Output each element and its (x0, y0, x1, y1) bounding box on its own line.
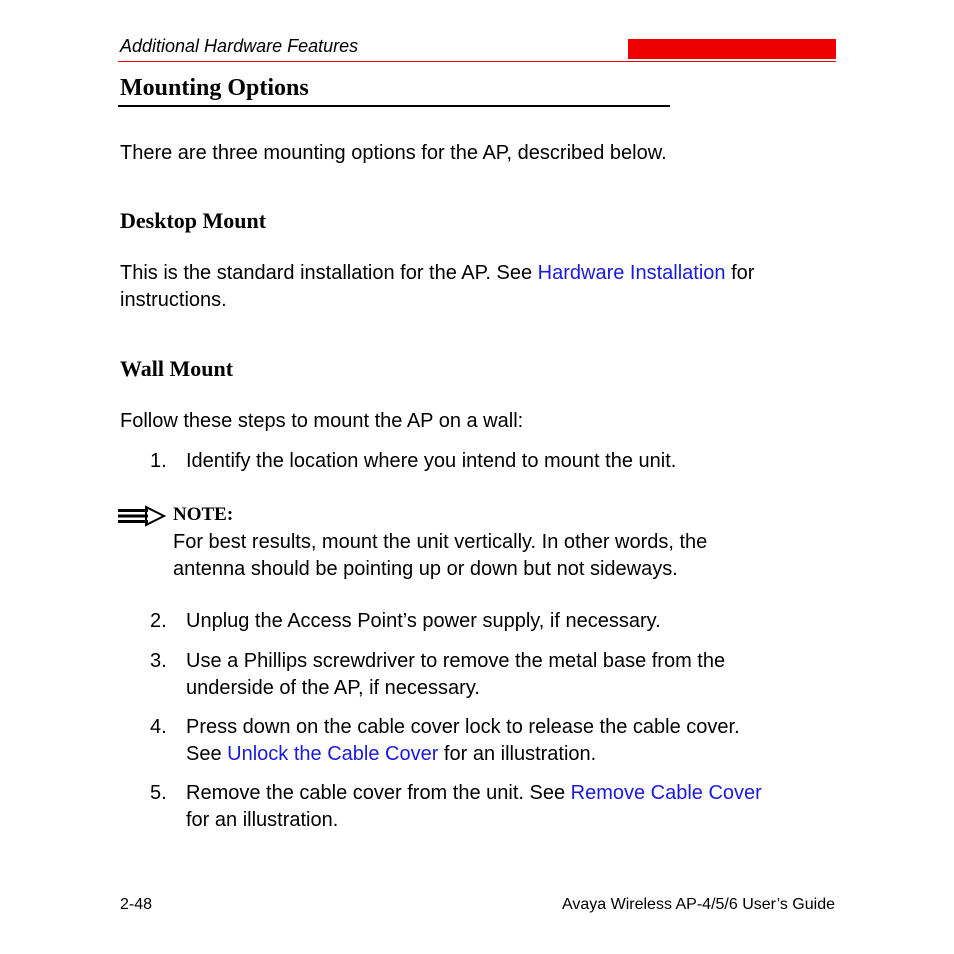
note-line-2: antenna should be pointing up or down but not sideways. (173, 558, 678, 580)
step-number: 4. (150, 716, 167, 738)
desktop-text-before: This is the standard installation for the AP. See (120, 262, 538, 284)
step-text: Unplug the Access Point’s power supply, if necessary. (186, 610, 661, 632)
step-text-before-link: See (186, 743, 228, 765)
remove-cable-cover-link[interactable]: Remove Cable Cover (570, 782, 762, 804)
unlock-cable-cover-link[interactable]: Unlock the Cable Cover (227, 743, 439, 765)
footer-doc-title: Avaya Wireless AP-4/5/6 User’s Guide (561, 896, 835, 913)
wall-mount-heading: Wall Mount (120, 356, 234, 381)
note-body (173, 529, 833, 583)
step-number: 1. (150, 450, 167, 472)
step-text-after-link: for an illustration. (438, 743, 597, 765)
section-intro: There are three mounting options for the AP, described below. (120, 142, 667, 164)
desktop-text-after: for (725, 262, 755, 284)
step-line-1: Press down on the cable cover lock to release the cable cover. (186, 716, 740, 738)
note-label: NOTE: (173, 504, 234, 525)
step-line-1: Use a Phillips screwdriver to remove the metal base from the (186, 650, 726, 672)
step-number: 5. (150, 782, 167, 804)
header-accent-bar (628, 39, 836, 59)
step-text (186, 780, 836, 834)
step-text-before-link: Remove the cable cover from the unit. See (186, 782, 571, 804)
section-title: Mounting Options (120, 75, 309, 101)
note-line-1: For best results, mount the unit vertically. In other words, the (173, 531, 708, 553)
step-line-2: for an illustration. (186, 809, 339, 831)
step-line-2: underside of the AP, if necessary. (186, 677, 480, 699)
step-text: Identify the location where you intend to mount the unit. (186, 450, 677, 472)
footer-page-number: 2-48 (120, 896, 153, 913)
hardware-installation-link[interactable]: Hardware Installation (537, 262, 726, 284)
step-number: 2. (150, 610, 167, 632)
desktop-mount-text (120, 260, 835, 314)
step-text (186, 648, 836, 702)
wall-mount-intro: Follow these steps to mount the AP on a wall: (120, 410, 524, 432)
section-title-rule (118, 105, 670, 107)
running-header: Additional Hardware Features (120, 36, 359, 56)
note-arrow-icon (118, 505, 168, 527)
desktop-mount-heading: Desktop Mount (120, 208, 267, 233)
step-text (186, 714, 836, 768)
desktop-text-after-2: instructions. (120, 289, 227, 311)
header-rule (118, 61, 836, 62)
step-number: 3. (150, 650, 167, 672)
